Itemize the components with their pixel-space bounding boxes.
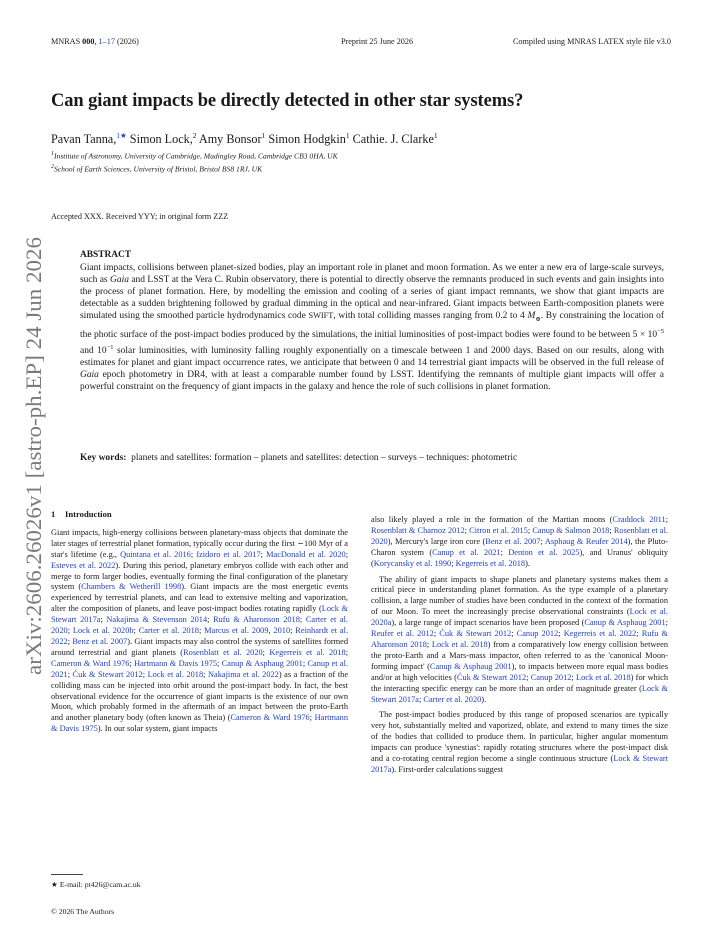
citation-link[interactable]: Canup & Asphaug 2001 <box>221 658 303 668</box>
citation-link[interactable]: Asphaug & Reufer 2014 <box>544 536 628 546</box>
citation-link[interactable]: Canup 2012 <box>530 672 572 682</box>
author-name: Cathie. J. Clarke <box>352 132 434 147</box>
intro-paragraph-2: The ability of giant impacts to shape planets and planetary systems makes them a critical piece in understanding planet formation. As the type example of a planetary collision, a large number of studies have been conducted in the context of the formation of our Moon. To meet the increasingly precise observational constraints (Lock et al. 2020a), a large range of impact scenarios have been proposed (Canup & Asphaug 2001; Reufer et al. 2012; Ćuk & Stewart 2012; Canup 2012; Kegerreis et al. 2022; Rufu & Aharonson 2018; Lock et al. 2018) from a comparatively low energy collision between the proto-Earth and a Mars-mass impactor, often referred to as the 'canonical Moon-forming impact' (Canup & Asphaug 2001), to impacts between more equal mass bodies and/or at high velocities (Ćuk & Stewart 2012; Canup 2012; Lock et al. 2018) for which the interacting specific energy can be more than an order of magnitude greater (Lock & Stewart 2017a; Carter et al. 2020). <box>371 574 669 704</box>
citation-link[interactable]: Kegerreis et al. 2018 <box>269 647 346 657</box>
citation-link[interactable]: Korycansky et al. 1990 <box>373 558 452 568</box>
citation-link[interactable]: Marcus et al. 2009 <box>204 626 269 636</box>
citation-link[interactable]: Rufu & Aharonson 2018 <box>371 629 669 649</box>
author-name: Amy Bonsor <box>198 132 262 147</box>
citation-link[interactable]: Canup 2012 <box>516 629 559 639</box>
citation-link[interactable]: Lock et al. 2018 <box>147 669 204 679</box>
citation-link[interactable]: Reufer et al. 2012 <box>371 629 434 639</box>
citation-link[interactable]: Quintana et al. 2016 <box>120 549 191 559</box>
citation-link[interactable]: Rosenblatt et al. 2020 <box>371 525 669 546</box>
citation-link[interactable]: Lock & Stewart 2017a <box>51 604 348 625</box>
citation-link[interactable]: Cameron & Ward 1976 <box>230 713 310 723</box>
paper-title: Can giant impacts be directly detected in other star systems? <box>51 91 524 111</box>
author-affiliation-marker: 1 <box>433 131 438 140</box>
author-name: Simon Lock, <box>129 132 193 147</box>
citation-link[interactable]: Kegerreis et al. 2018 <box>455 558 526 568</box>
citation-link[interactable]: Canup & Asphaug 2001 <box>429 661 512 671</box>
citation-link[interactable]: Cameron & Ward 1976 <box>51 658 130 668</box>
citation-link[interactable]: Lock et al. 2018 <box>575 672 631 682</box>
footnote-email: ★ E-mail: pt426@cam.ac.uk <box>51 880 141 889</box>
intro-paragraph-1: Giant impacts, high-energy collisions between planetary-mass objects that dominate the later stages of terrestrial planet formation, typically occur during the first ∼100 Myr of a star's lifetime (e.g., Quintana et al. 2016; Izidoro et al. 2017; MacDonald et al. 2020; Esteves et al. 2022). During this period, planetary embryos collide with each other and merge to form larger bodies, eventually forming the final configuration of the planetary system (Chambers & Wetherill 1998). Giant impacts are the most energetic events experienced by terrestrial planets, and can lead to extensive melting and vaporization, alter the composition of planets, and leave post-impact bodies rotating rapidly (Lock & Stewart 2017a; Nakajima & Stevenson 2014; Rufu & Aharonson 2018; Carter et al. 2020; Lock et al. 2020b; Carter et al. 2018; Marcus et al. 2009, 2010; Reinhardt et al. 2022; Benz et al. 2007). Giant impacts may also control the systems of satellites formed around terrestrial and giant planets (Rosenblatt et al. 2020; Kegerreis et al. 2018; Cameron & Ward 1976; Hartmann & Davis 1975; Canup & Asphaug 2001; Canup et al. 2021; Ćuk & Stewart 2012; Lock et al. 2018; Nakajima et al. 2022) as a fraction of the colliding mass can be injected into orbit around the post-impact body. In fact, the best observational evidence for the occurrence of giant impacts is the existence of our own Moon, which probably formed in the aftermath of an impact between the proto-Earth and another planetary body (often known as Theia) (Cameron & Ward 1976; Hartmann & Davis 1975). In our solar system, giant impacts <box>51 527 349 734</box>
affiliation: $^2$School of Earth Sciences, University of Bristol, Bristol BS8 1RJ, UK <box>51 163 263 174</box>
citation-link[interactable]: Canup et al. 2021 <box>432 547 501 557</box>
running-header <box>51 37 671 49</box>
footnote-rule <box>51 874 83 875</box>
citation-link[interactable]: Hartmann & Davis 1975 <box>134 658 218 668</box>
citation-link[interactable]: Ćuk & Stewart 2012 <box>456 672 527 682</box>
citation-link[interactable]: Canup et al. 2021 <box>51 658 349 679</box>
abstract-heading: ABSTRACT <box>80 250 132 260</box>
affiliation-list <box>51 149 338 174</box>
citation-link[interactable]: Canup & Asphaug 2001 <box>584 618 666 628</box>
citation-link[interactable]: Ćuk & Stewart 2012 <box>439 629 512 639</box>
arxiv-stamp <box>20 235 46 675</box>
citation-link[interactable]: Craddock 2011 <box>612 515 666 524</box>
affiliation: $^1$Institute of Astronomy, University of Cambridge, Madingley Road, Cambridge CB3 0HA, UK <box>51 151 338 161</box>
pages-link[interactable]: 1–17 <box>98 37 115 46</box>
copyright: © 2026 The Authors <box>51 907 115 916</box>
citation-link[interactable]: Rosenblatt et al. 2020 <box>183 647 263 657</box>
citation-link[interactable]: Denton et al. 2025 <box>508 547 580 557</box>
citation-link[interactable]: Izidoro et al. 2017 <box>196 549 261 559</box>
author-name: Pavan Tanna, <box>51 132 117 147</box>
keywords-text: planets and satellites: formation – planets and satellites: detection – surveys – techniques: photometric <box>131 453 518 463</box>
citation-link[interactable]: Benz et al. 2007 <box>72 636 128 646</box>
citation-link[interactable]: Citron et al. 2015 <box>469 525 528 535</box>
citation-link[interactable]: Rosenblatt & Charnoz 2012 <box>371 525 465 535</box>
citation-link[interactable]: Lock et al. 2020a <box>371 607 668 628</box>
received-accepted-line: Accepted XXX. Received YYY; in original form ZZZ <box>51 212 229 221</box>
intro-paragraph-1-cont: also likely played a role in the formation of the Martian moons (Craddock 2011; Rosenblatt & Charnoz 2012; Citron et al. 2015; Canup & Salmon 2018; Rosenblatt et al. 2020), Mercury's large iron core (Benz et al. 2007; Asphaug & Reufer 2014), the Pluto-Charon system (Canup et al. 2021; Denton et al. 2025), and Uranus' obliquity (Korycansky et al. 1990; Kegerreis et al. 2018). <box>371 515 669 568</box>
citation-link[interactable]: Canup & Salmon 2018 <box>532 525 610 535</box>
author-name: Simon Hodgkin <box>268 132 346 147</box>
citation-link[interactable]: Esteves et al. 2022 <box>51 560 116 570</box>
citation-link[interactable]: Hartmann & Davis 1975 <box>51 713 348 734</box>
citation-link[interactable]: Reinhardt et al. 2022 <box>51 626 349 646</box>
citation-link[interactable]: MacDonald et al. 2020 <box>266 549 346 559</box>
citation-link[interactable]: Lock et al. 2018 <box>431 639 488 649</box>
citation-link[interactable]: Benz et al. 2007 <box>485 536 541 546</box>
abstract-text: Giant impacts, collisions between planet-sized bodies, play an important role in planet and moon formation. As we enter a new era of large-scale surveys, such as Gaia and LSST at the Vera C. Rubin observatory, there is potential to directly observe the remnants produced in such events and gain insights into the process of planet formation. Here, by modelling the emission and cooling of a series of giant impact remnants, we show that giant impacts are detectable as a sudden brightening followed by gradual dimming in the optical and near-infrared. Giant impacts between Earth-composition planets were simulated using the smoothed particle hydrodynamics code SWIFT, with total colliding masses ranging from 0.2 to 4 $M_\oplus$. By constraining the location of the photic surface of the post-impact bodies produced by the simulations, the initial luminosities of post-impact bodies were found to be between $5 \times 10^{-5}$ and $10^{-1}$ solar luminosities, with luminosity falling roughly exponentially on a timescale between 1 and 2000 days. Based on our results, along with estimates for planet and giant impact occurrence rates, we anticipate that between 0 and 14 terrestrial giant impacts will be observed in the full release of Gaia epoch photometry in DR4, with at least a comparable number found by LSST. Identifying the remnants of multiple giant impacts will offer a powerful constraint on the frequency of giant impacts in the galaxy and hence the role of such collisions in planet formation. <box>80 263 664 393</box>
citation-link[interactable]: Kegerreis et al. 2022 <box>563 629 637 639</box>
citation-link[interactable]: Carter et al. 2020 <box>423 694 482 704</box>
citation-link[interactable]: Ćuk & Stewart 2012 <box>72 669 143 679</box>
citation-link[interactable]: 2010 <box>273 626 291 636</box>
citation-link[interactable]: Nakajima & Stevenson 2014 <box>106 615 208 625</box>
author-list <box>51 131 438 147</box>
keywords-label: Key words: <box>80 453 127 463</box>
keywords <box>80 453 670 463</box>
citation-link[interactable]: Rufu & Aharonson 2018 <box>213 615 300 625</box>
column-left <box>51 509 348 735</box>
section-heading-introduction: 1 Introduction <box>51 509 112 519</box>
author-affiliation-marker: 1 <box>261 131 266 140</box>
author-affiliation-marker: 2 <box>192 131 197 140</box>
column-right <box>371 515 668 776</box>
citation-link[interactable]: Lock & Stewart 2017a <box>371 754 668 774</box>
arxiv-stamp-text: arXiv:2606.26026v1 [astro-ph.EP] 24 Jun 2026 <box>21 246 46 675</box>
citation-link[interactable]: Carter et al. 2020 <box>51 615 348 636</box>
author-affiliation-marker: 1 <box>345 131 350 140</box>
citation-link[interactable]: Carter et al. 2018 <box>138 626 199 636</box>
journal-ref: MNRAS 000, 1–17 (2026) <box>51 37 139 46</box>
citation-link[interactable]: Nakajima et al. 2022 <box>208 669 279 679</box>
citation-link[interactable]: Lock & Stewart 2017a <box>371 683 668 704</box>
citation-link[interactable]: Lock et al. 2020b <box>72 626 134 636</box>
author-affiliation-marker: 1★ <box>116 131 127 140</box>
citation-link[interactable]: Chambers & Wetherill 1998 <box>81 582 182 592</box>
compiled-note: Compiled using MNRAS LATEX style file v3.0 <box>512 37 671 46</box>
intro-paragraph-3: The post-impact bodies produced by this range of proposed scenarios are typically very hot, substantially melted and vaporized, oblate, and extend to many times the size of the bodies that collided to produce them. In particular, higher angular momentum impacts can produce 'synestias': rapidly rotating structures where the post-impact disk and a co-rotating central region become a single continuous structure (Lock & Stewart 2017a). First-order calculations suggest <box>371 710 668 774</box>
preprint-date: Preprint 25 June 2026 <box>341 37 414 46</box>
